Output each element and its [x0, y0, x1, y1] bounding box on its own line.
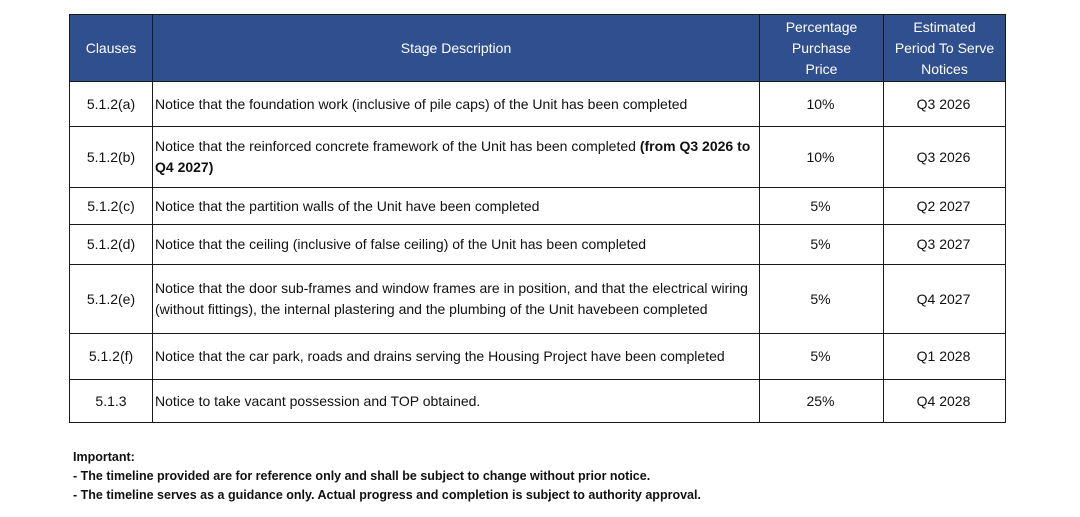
percentage-cell: 25%: [760, 380, 884, 423]
clause-cell: 5.1.2(c): [70, 188, 153, 225]
table-row: [70, 225, 1006, 265]
percentage-cell: 10%: [760, 82, 884, 127]
percentage-cell: 5%: [760, 334, 884, 380]
table-header-row: [70, 15, 1006, 82]
period-cell: Q4 2028: [884, 380, 1006, 423]
clause-cell: 5.1.3: [70, 380, 153, 423]
description-cell: Notice to take vacant possession and TOP obtained.: [153, 380, 760, 423]
percentage-cell: 5%: [760, 188, 884, 225]
table-row: [70, 334, 1006, 380]
period-cell: Q3 2027: [884, 225, 1006, 265]
period-cell: Q3 2026: [884, 127, 1006, 188]
table-row: [70, 265, 1006, 334]
payment-schedule-table: [69, 14, 1006, 423]
period-cell: Q3 2026: [884, 82, 1006, 127]
header-stage-description: Stage Description: [153, 15, 760, 82]
table-row: [70, 82, 1006, 127]
description-bold-note: (from Q3 2026 to Q4 2027): [155, 138, 751, 175]
description-cell: Notice that the car park, roads and drains serving the Housing Project have been completed: [153, 334, 760, 380]
header-percentage-purchase-price: Percentage Purchase Price: [760, 15, 884, 82]
note-line: - The timeline serves as a guidance only. Actual progress and completion is subject to authority approval.: [73, 488, 701, 502]
percentage-cell: 5%: [760, 225, 884, 265]
clause-cell: 5.1.2(a): [70, 82, 153, 127]
period-cell: Q1 2028: [884, 334, 1006, 380]
clause-cell: 5.1.2(e): [70, 265, 153, 334]
table-row: [70, 188, 1006, 225]
header-estimated-period: Estimated Period To Serve Notices: [884, 15, 1006, 82]
header-clauses: Clauses: [70, 15, 153, 82]
table-row: [70, 127, 1006, 188]
clause-cell: 5.1.2(f): [70, 334, 153, 380]
description-cell: Notice that the door sub-frames and window frames are in position, and that the electrical wiring (without fittings), the internal plastering and the plumbing of the Unit havebeen completed: [153, 265, 760, 334]
period-cell: Q4 2027: [884, 265, 1006, 334]
table-row: [70, 380, 1006, 423]
clause-cell: 5.1.2(d): [70, 225, 153, 265]
note-line: - The timeline provided are for reference only and shall be subject to change without prior notice.: [73, 469, 651, 483]
description-cell: Notice that the ceiling (inclusive of false ceiling) of the Unit has been completed: [153, 225, 760, 265]
clause-cell: 5.1.2(b): [70, 127, 153, 188]
percentage-cell: 10%: [760, 127, 884, 188]
description-cell: Notice that the reinforced concrete framework of the Unit has been completed (from Q3 2026 to Q4 2027): [153, 127, 760, 188]
percentage-cell: 5%: [760, 265, 884, 334]
notes-title: Important:: [73, 450, 135, 464]
important-notes: [73, 448, 701, 505]
description-cell: Notice that the foundation work (inclusive of pile caps) of the Unit has been completed: [153, 82, 760, 127]
description-cell: Notice that the partition walls of the Unit have been completed: [153, 188, 760, 225]
period-cell: Q2 2027: [884, 188, 1006, 225]
